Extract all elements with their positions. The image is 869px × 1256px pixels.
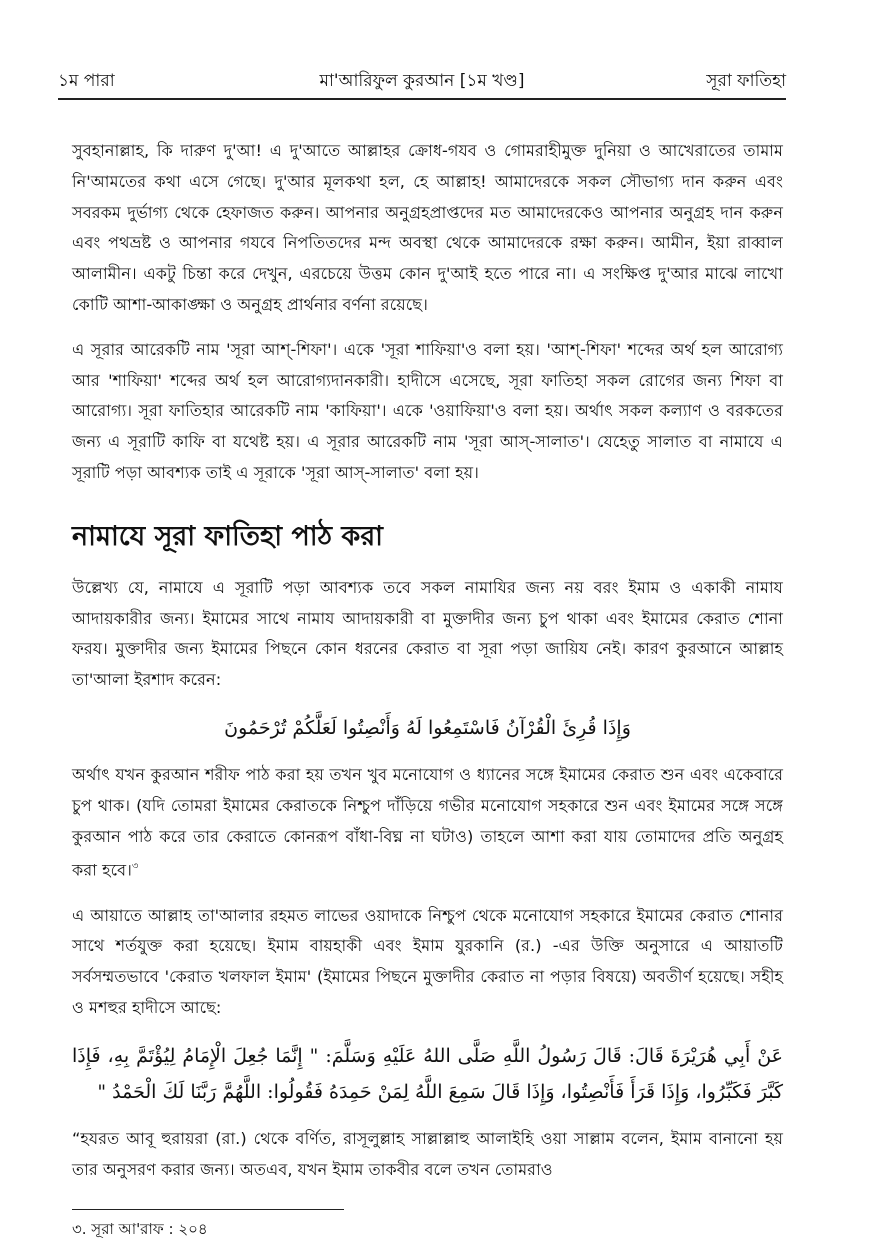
paragraph-surah-names: এ সূরার আরেকটি নাম 'সূরা আশ্-শিফা'। একে 'সূরা শাফিয়া'ও বলা হয়। 'আশ্-শিফা' শব্দের অর্থ হল আরোগ্য আর 'শাফিয়া' শব্দের অর্থ হল আরোগ্যদানকারী। হাদীসে এসেছে, সূরা ফাতিহা সকল রোগের জন্য শিফা বা আরোগ্য। সূরা ফাতিহার আরেকটি নাম 'কাফিয়া'। একে 'ওয়াফিয়া'ও বলা হয়। অর্থাৎ সকল কল্যাণ ও বরকতের জন্য এ সূরাটি কাফি বা যথেষ্ট হয়। এ সূরার আরেকটি নাম 'সূরা আস্-সালাত'। যেহেতু সালাত বা নামাযে এ সূরাটি পড়া আবশ্যক তাই এ সূরাকে 'সূরা আস্-সালাত' বলা হয়। [72, 339, 783, 482]
paragraph-dua-explanation: সুবহানাল্লাহ, কি দারুণ দু'আ! এ দু'আতে আল্লাহর ক্রোধ-গযব ও গোমরাহীমুক্ত দুনিয়া ও আখেরাতের তামাম নি'আমতের কথা এসে গেছে। দু'আর মূলকথা হল, হে আল্লাহ! আমাদেরকে সকল সৌভাগ্য দান করুন এবং সবরকম দুর্ভাগ্য থেকে হেফাজত করুন। আপনার অনুগ্রহপ্রাপ্তদের মত আমাদেরকেও আপনার অনুগ্রহ দান করুন এবং পথভ্রষ্ট ও আপনার গযবে নিপতিতদের মন্দ অবস্থা থেকে আমাদেরকে রক্ষা করুন। আমীন, ইয়া রাব্বাল আলামীন। একটু চিন্তা করে দেখুন, এরচেয়ে উত্তম কোন দু'আই হতে পারে না। এ সংক্ষিপ্ত দু'আর মাঝে লাখো কোটি আশা-আকাঙ্ক্ষা ও অনুগ্রহ প্রার্থনার বর্ণনা রয়েছে। [72, 141, 783, 314]
header-divider [58, 98, 786, 100]
paragraph-verse-meaning [72, 760, 783, 887]
header-book-title: মা'আরিফুল কুরআন [১ম খণ্ড] [319, 71, 525, 91]
verse-meaning-text: অর্থাৎ যখন কুরআন শরীফ পাঠ করা হয় তখন খুব মনোযোগ ও ধ্যানের সঙ্গে ইমামের কেরাত শুন এবং একেবারে চুপ থাক। (যদি তোমরা ইমামের কেরাতকে নিশ্চুপ দাঁড়িয়ে গভীর মনোযোগ সহকারে শুন এবং ইমামের সঙ্গে সঙ্গে কুরআন পাঠ করে তার কেরাতে কোনরূপ বাঁধা-বিঘ্ন না ঘটাও) তাহলে আশা করা যায় তোমাদের প্রতি অনুগ্রহ করা হবে। [72, 764, 783, 880]
footnote-divider [72, 1209, 344, 1210]
quran-verse-arabic: وَإِذَا قُرِئَ الْقُرْآنُ فَاسْتَمِعُوا لَهُ وَأَنْصِتُوا لَعَلَّكُمْ تُرْحَمُونَ [224, 716, 631, 739]
footnote-marker: ৩ [131, 861, 139, 873]
paragraph-hadith-translation: “হযরত আবূ হুরায়রা (রা.) থেকে বর্ণিত, রাসূলুল্লাহ সাল্লাল্লাহু আলাইহি ওয়া সাল্লাম বলেন, ইমাম বানানো হয় তার অনুসরণ করার জন্য। অতএব, যখন ইমাম তাকবীর বলে তখন তোমরাও [72, 1128, 783, 1179]
page-header [58, 68, 786, 98]
section-heading: নামাযে সূরা ফাতিহা পাঠ করা [72, 520, 384, 552]
page-body [72, 136, 783, 1199]
header-part-label: ১ম পারা [58, 71, 115, 91]
hadith-arabic: عَنْ أَبِي هُرَيْرَةَ قَالَ: قَالَ رَسُولُ اللَّهِ صَلَّى اللهُ عَلَيْهِ وَسَلَّمَ: " إِنَّمَا جُعِلَ الْإِمَامُ لِيُؤْتَمَّ بِهِ، فَإِذَا كَبَّرَ فَكَبِّرُوا، وَإِذَا قَرَأَ فَأَنْصِتُوا، وَإِذَا قَالَ سَمِعَ اللَّهُ لِمَنْ حَمِدَهُ فَقُولُوا: اللَّهُمَّ رَبَّنَا لَكَ الْحَمْدُ " [72, 1044, 783, 1103]
paragraph-reciting-in-salah: উল্লেখ্য যে, নামাযে এ সূরাটি পড়া আবশ্যক তবে সকল নামাযির জন্য নয় বরং ইমাম ও একাকী নামায আদায়কারীর জন্য। ইমামের সাথে নামায আদায়কারী বা মুক্তাদীর জন্য চুপ থাকা এবং ইমামের কেরাত শোনা ফরয। মুক্তাদীর জন্য ইমামের পিছনে কোন ধরনের কেরাত বা সূরা পড়া জায়িয নেই। কারণ কুরআনে আল্লাহ তা'আলা ইরশাদ করেন: [72, 577, 783, 690]
footnote: ৩. সূরা আ'রাফ : ২০৪ [72, 1220, 208, 1238]
paragraph-verse-context: এ আয়াতে আল্লাহ তা'আলার রহমত লাভের ওয়াদাকে নিশ্চুপ থেকে মনোযোগ সহকারে ইমামের কেরাত শোনার সাথে শর্তযুক্ত করা হয়েছে। ইমাম বায়হাকী এবং ইমাম যুরকানি (র.) -এর উক্তি অনুসারে এ আয়াতটি সর্বসম্মতভাবে 'কেরাত খলফাল ইমাম' (ইমামের পিছনে মুক্তাদীর কেরাত না পড়ার বিষয়ে) অবতীর্ণ হয়েছে। সহীহ ও মশহুর হাদীসে আছে: [72, 905, 783, 1017]
header-surah-name: সূরা ফাতিহা [706, 71, 786, 91]
